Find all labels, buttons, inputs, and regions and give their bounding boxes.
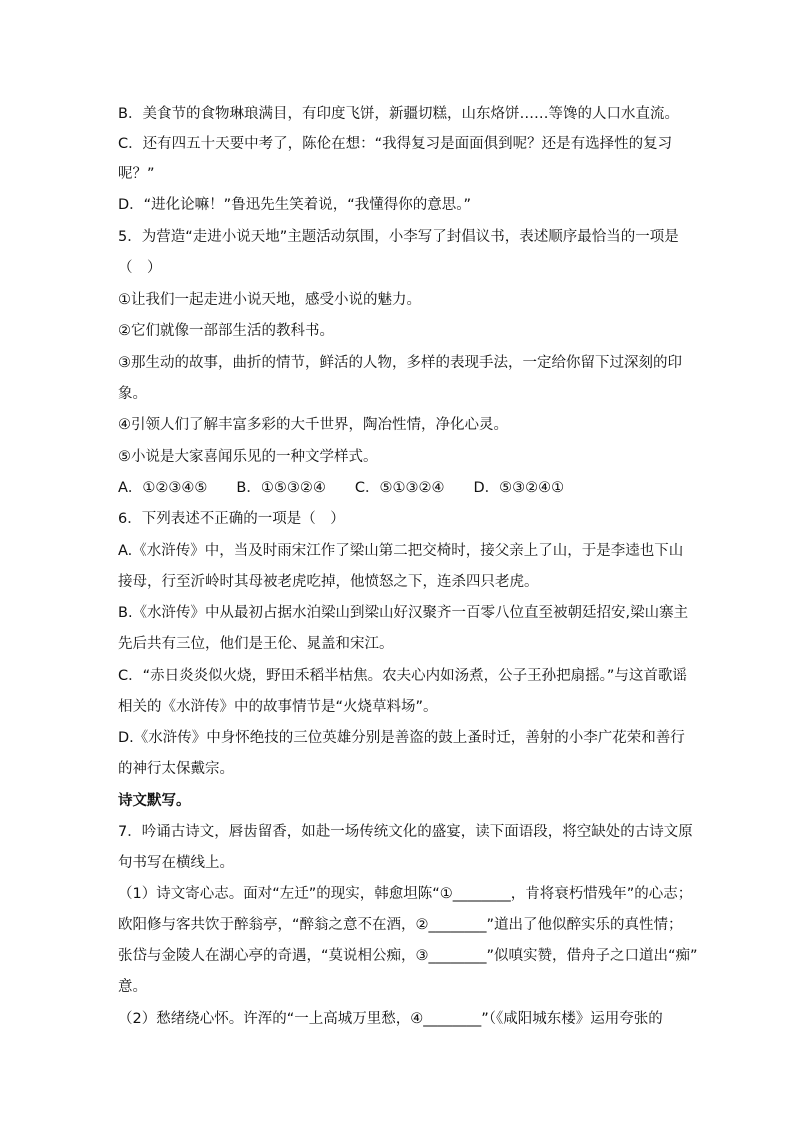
question-6-option-c-continuation: 相关的《水浒传》中的故事情节是“火烧草料场”。 xyxy=(118,699,438,715)
question-5-blank: （ ） xyxy=(118,260,162,276)
question-7-part-1-line-2: 欧阳修与客共饮于醉翁亭，“醉翁之意不在酒，②________”道出了他似醉实乐的真性情； xyxy=(118,917,683,933)
question-6-option-b: B.《水浒传》中从最初占据水泊梁山到梁山好汉聚齐一百零八位直至被朝廷招安,梁山寨主 xyxy=(118,605,689,621)
sentence-2: ②它们就像一部部生活的教科书。 xyxy=(118,323,334,339)
question-7-part-2: （2）愁绪绕心怀。许浑的“一上高城万里愁，④________”（《咸阳城东楼》运用夸张的 xyxy=(118,1011,663,1027)
question-7-part-1-line-4: 意。 xyxy=(118,979,147,995)
question-6-option-a-continuation: 接母，行至沂岭时其母被老虎吃掉，他愤怒之下，连杀四只老虎。 xyxy=(118,574,539,590)
question-7-part-1-line-3: 张岱与金陵人在湖心亭的奇遇，“莫说相公痴，③________”似嗔实赞，借舟子之口道出“痴” xyxy=(118,948,698,964)
option-c-text: C．还有四五十天要中考了，陈伦在想：“我得复习是面面俱到呢？还是有选择性的复习 xyxy=(118,136,673,152)
question-7-part-1: （1）诗文寄心志。面对“左迁”的现实，韩愈坦陈“①________，肯将衰朽惜残年”的心志； xyxy=(118,886,693,902)
question-5-options: A．①②③④⑤ B．①⑤③②④ C．⑤①③②④ D．⑤③②④① xyxy=(118,480,565,496)
sentence-4: ④引领人们了解丰富多彩的大千世界，陶冶性情，净化心灵。 xyxy=(118,417,508,433)
question-6-option-d: D.《水浒传》中身怀绝技的三位英雄分别是善盗的鼓上蚤时迁，善射的小李广花荣和善行 xyxy=(118,730,685,746)
question-6-option-c: C．“赤日炎炎似火烧，野田禾稻半枯焦。农夫心内如汤煮，公子王孙把扇摇。”与这首歌谣 xyxy=(118,668,687,684)
sentence-3: ③那生动的故事，曲折的情节，鲜活的人物，多样的表现手法，一定给你留下过深刻的印 xyxy=(118,355,682,371)
question-6-option-a: A.《水浒传》中，当及时雨宋江作了梁山第二把交椅时，接父亲上了山，于是李逵也下山 xyxy=(118,543,684,559)
option-c-continuation: 呢？” xyxy=(118,166,155,182)
option-b-text: B．美食节的食物琳琅满目，有印度飞饼，新疆切糕，山东烙饼……等馋的人口水直流。 xyxy=(118,106,679,122)
question-6-stem: 6．下列表述不正确的一项是（ ） xyxy=(118,511,345,527)
sentence-3-continuation: 象。 xyxy=(118,386,147,402)
question-6-option-b-continuation: 先后共有三位，他们是王伦、晁盖和宋江。 xyxy=(118,636,394,652)
question-6-option-d-continuation: 的神行太保戴宗。 xyxy=(118,761,234,777)
question-7-stem: 7．吟诵古诗文，唇齿留香，如赴一场传统文化的盛宴，读下面语段，将空缺处的古诗文原 xyxy=(118,824,693,840)
option-d-text: D．“进化论嘛！”鲁迅先生笑着说，“我懂得你的意思。” xyxy=(118,197,471,213)
sentence-1: ①让我们一起走进小说天地，感受小说的魅力。 xyxy=(118,292,421,308)
sentence-5: ⑤小说是大家喜闻乐见的一种文学样式。 xyxy=(118,449,378,465)
question-5-stem: 5．为营造“走进小说天地”主题活动氛围，小李写了封倡议书，表述顺序最恰当的一项是 xyxy=(118,229,679,245)
section-heading: 诗文默写。 xyxy=(118,793,191,809)
question-7-stem-continuation: 句书写在横线上。 xyxy=(118,855,234,871)
